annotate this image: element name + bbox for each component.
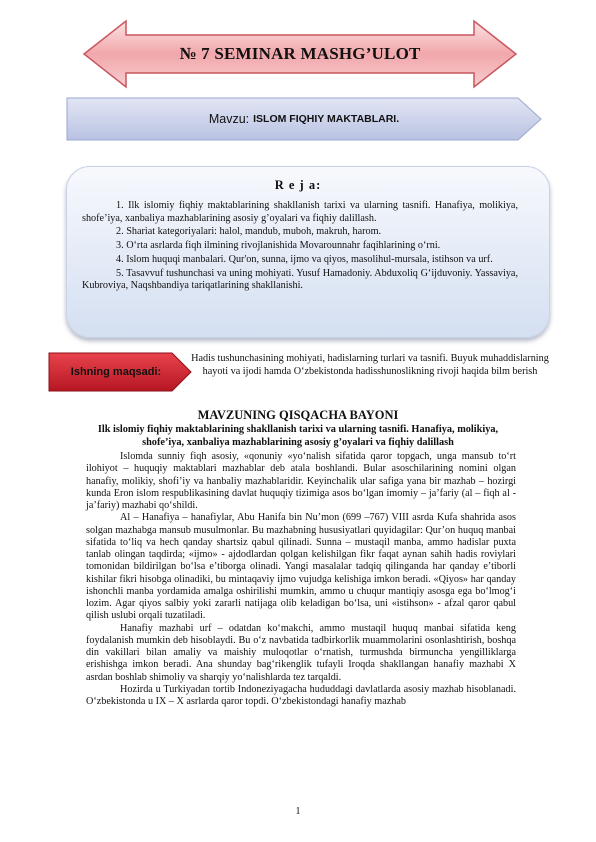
body-text [86,451,516,708]
body-paragraph: Al – Hanafiya – hanafiylar, Abu Hanifa bin Nu’mon (699 –767) VIII asrda Kufa shahrida asos solgan mazhabga mansub musulmonlar. Bu mazhabning hususiyatlari quyidagilar: Qur’on huquq manbai sifatida to‘liq va hech qanday shartsiz qabul qilinadi. Sunna – mustaqil manba, ammo hadislar puxta tanlab olingan taqdirda; «ijmo» - ajdodlardan qolgan kelishilgan fikr faqat aynan sahih hadis roviylari tomonidan bildirilgan bo‘lsa e’tiborga olinadi. Yangi masalalar tadqiq qilinganda har qanday e’tiborli kishilar fikri hisobga olinadiki, bu mintaqaviy ijmo vujudga kelishiga imkon beradi. «Qiyos» har qanday ishonchli manba yordamida amalga oshirilishi mumkin, ammo u chuqur mantiqiy asosga ega bo‘lmog‘i lozim. Agar qiyos salbiy yoki zararli natijaga olib keladigan bo‘lsa, uni «istihson» - afzal qaror qabul qilish uslubi orqali tuzatiladi. [86,512,516,622]
page-number: 1 [295,806,301,817]
topic-line [66,97,542,141]
plan-item: 1. Ilk islomiy fiqhiy maktablarining shakllanish tarixi va ularning tasnifi. Hanafiya, molikiya, shofe’iya, xanbaliya mazhablarining asosiy g’oyalari va fiqhiy dalillash. [82,200,518,224]
topic-banner [66,97,542,141]
plan-item: 2. Shariat kategoriyalari: halol, mandub, muboh, makruh, harom. [116,226,382,238]
plan-item: 5. Tasavvuf tushunchasi va uning mohiyati. Yusuf Hamadoniy. Abduxoliq G‘ijduvoniy. Yassaviya, Kubroviya, Naqshbandiya tariqatlarining shakllanishi. [82,267,518,292]
goal-label: Ishning maqsadi: [70,366,162,378]
body-paragraph: Hozirda u Turkiyadan tortib Indoneziyagacha hududdagi davlatlarda asosiy mazhab hisoblanadi. O‘zbekistonda u IX – X asrlarda qaror topdi. O‘zbekistondagi hanafiy mazhab [86,683,516,707]
plan-item: 4. Islom huquqi manbalari. Qur'on, sunna, ijmo va qiyos, masolihul-mursala, istihson va urf. [116,253,493,265]
topic-label: Mavzu: [208,112,250,126]
body-paragraph: Hanafiy mazhabi urf – odatdan ko‘makchi, ammo mustaqil huquq manbai sifatida keng foydalanish mumkin deb hisoblaydi. Bu o‘z navbatida tadbirkorlik muammolarini osonlashtirish, boshqa din vakillari bilan amaliy va maishiy muloqotlar o‘rnatish, turmushda birmuncha yengilliklarga erishishga imkon beradi. Ana shunday bag‘rikenglik tufayli Iroqda shakllangan hanafiy mazhabi X asrdan boshlab shimoliy va sharqiy yo‘nalishlarda tez tarqaldi. [86,622,516,683]
plan-title: R e j a: [274,178,322,192]
body-paragraph: Islomda sunniy fiqh asosiy, «qonuniy «yo‘nalish sifatida qaror topgach, unga mansub to‘rt ilohiyot – huquqiy maktablari mazhablar deb atala boshlandi. Bular asoschilarining nomini olgan hanafiy, molikiy, shofi’iy va hanbaliy mazhablaridir. Keyinchalik ular safiga yana bir mazhab – hozirgi kunda Eron islom respublikasining davlat huquqiy tizimiga asos bo‘lgan imomiy – ja’fariy (al – fiqh al - ja’fariy) mazhabi qo‘shildi. [86,451,516,511]
plan-list [82,200,518,294]
goal-badge [48,352,192,392]
page-title: № 7 SEMINAR MASHG’ULOT [179,44,421,63]
section-subtitle: Ilk islomiy fiqhiy maktablarining shakllanish tarixi va ularning tasnifi. Hanafiya, molikiya, shofe’iya, xanbaliya mazhablarining asosiy g’oyalari va fiqhiy dalillash [97,424,499,448]
plan-item: 3. O‘rta asrlarda fiqh ilmining rivojlanishida Movarounnahr faqihlarining o‘rni. [116,240,441,252]
goal-text: Hadis tushunchasining mohiyati, hadislarning turlari va tasnifi. Buyuk muhaddislarning hayoti va ijodi hamda O‘zbekistonda hadisshunoslikning rivoji haqida bilm berish [191,353,549,377]
section-title: MAVZUNING QISQACHA BAYONI [197,408,399,422]
title-banner [82,18,518,90]
topic-value: ISLOM FIQHIY MAKTABLARI. [253,113,400,125]
